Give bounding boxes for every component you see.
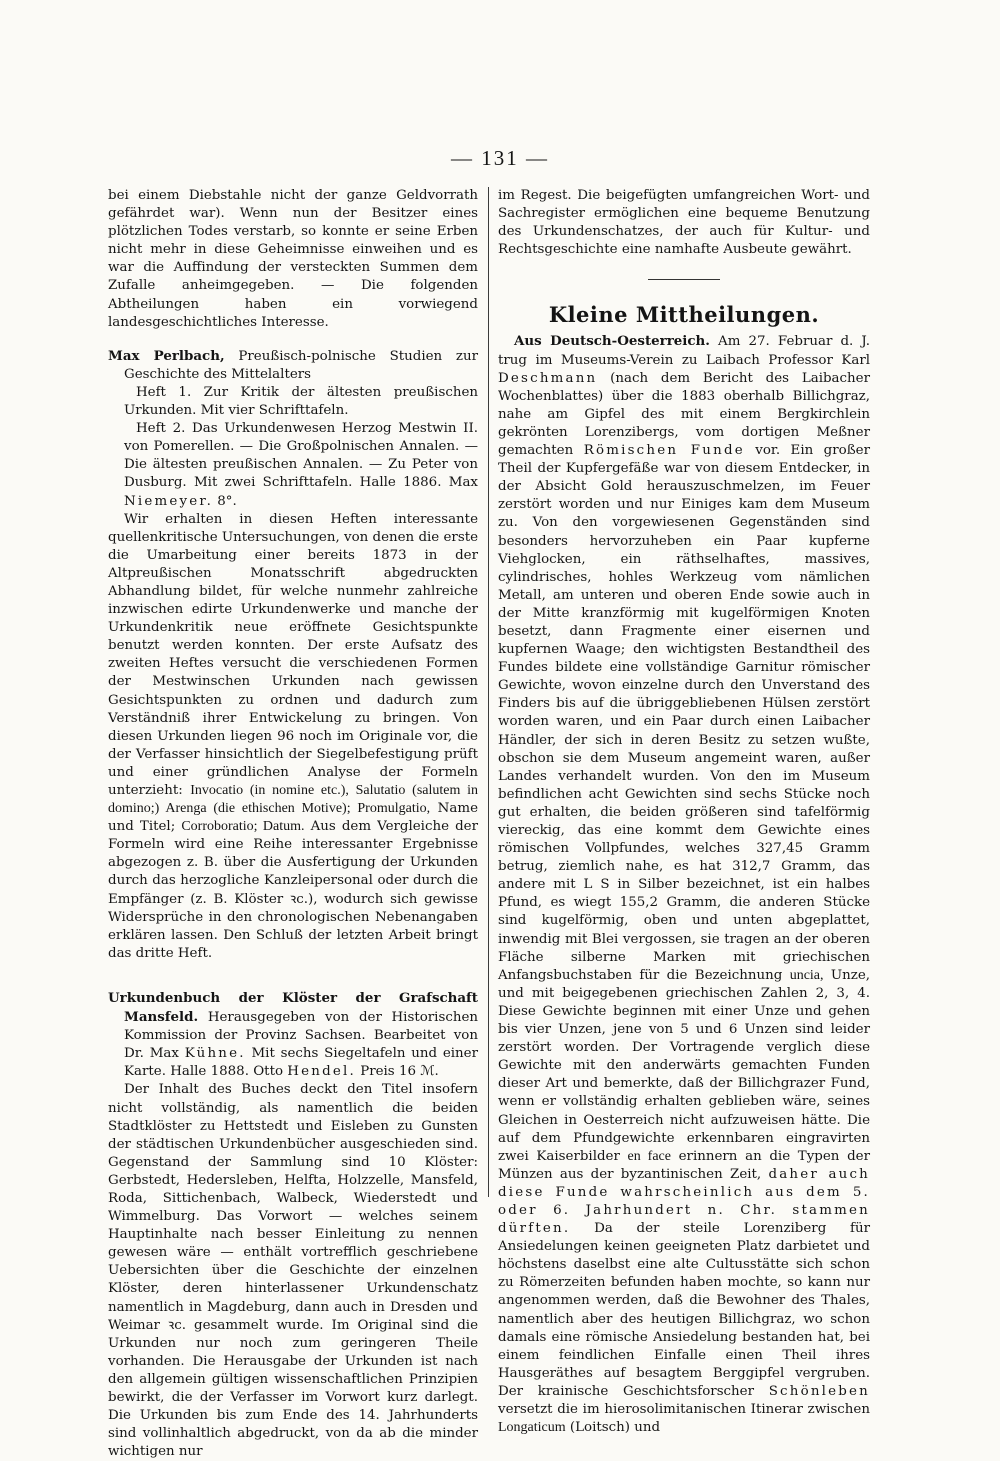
perlbach-heft1: Heft 1. Zur Kritik der ältesten preußischen Urkunden. Mit vier Schrifttafeln. (124, 384, 478, 419)
mansfeld-entry (108, 989, 478, 1461)
perlbach-citation (108, 347, 478, 384)
mansfeld-review: Der Inhalt des Buches deckt den Titel insofern nicht vollständig, als namentlich die beiden Stadtklöster zu Hettstedt und Eisleben zu Gunsten der städtischen Urkundenbücher ausgeschieden sind. Gegenstand der Sammlung sind 10 Klöster: Gerbstedt, Hedersleben, Helfta, Holzzelle, Mansfeld, Roda, Sittichenbach, Walbeck, Wiederstedt und Wimmelburg. Das Vorwort — welches seinem Hauptinhalte nach besser Einleitung zu nennen gewesen wäre — enthält vortrefflich geschriebene Uebersichten über die Geschichte der einzelnen Klöster, deren hinterlassener Urkundenschatz namentlich in Magdeburg, dann auch in Dresden und Weimar ꝛc. gesammelt wurde. Im Original sind die Urkunden nur noch zum geringeren Theile vorhanden. Die Herausgabe der Urkunden ist nach den allgemein gültigen wissenschaftlichen Prinzipien bewirkt, die der Verfasser im Vorwort kurz darlegt. Die Urkunden bis zum Ende des 14. Jahrhunderts sind vollinhaltlich abgedruckt, von da ab die minder wichtigen nur (108, 1082, 478, 1460)
article-text-2: (nach dem Bericht des Laibacher Wochenblattes) über die 1883 oberhalb Billichgraz, nahe am Gipfel des mit einem Bergkirchlein gekrönten Lorenzibergs, vom dortigen Meßner gemachten (498, 370, 870, 459)
article-name-schoenleben: Schönleben (768, 1383, 870, 1399)
mansfeld-editor: Kühne. (184, 1046, 246, 1062)
article-text-5: erinnern an die Typen der Münzen aus der byzantinischen Zeit, (498, 1148, 870, 1182)
page-number: — 131 — (451, 146, 549, 170)
right-column (498, 187, 870, 1437)
perlbach-title: Preußisch-polnische Studien zur Geschichte des Mittelalters (124, 348, 478, 382)
perlbach-heft2-text: Heft 2. Das Urkundenwesen Herzog Mestwin II. von Pomerellen. — Die Großpolnischen Annalen. — Die ältesten preußischen Annalen. — Zu Peter von Dusburg. Mit zwei Schrifttafeln. Halle 1886. Max (124, 421, 478, 491)
perlbach-review-latin: Invocatio (in nomine etc.), Salutatio (salutem in domino;) Arenga (die ethischen Motive); Promulgatio, (108, 783, 478, 817)
article-name-deschmann: Deschmann (498, 370, 598, 386)
article-latin-en-face: en face (627, 1148, 671, 1164)
intro-paragraph: bei einem Diebstahle nicht der ganze Geldvorrath gefährdet war). Wenn nun der Besitzer eines plötzlichen Todes verstarb, so konnte er seine Erben nicht mehr in diese Geheimnisse einweihen und es war die Auffindung der versteckten Summen dem Zufalle anheimgegeben. — Die folgenden Abtheilungen haben ein vorwiegend landesgeschichtliches Interesse. (108, 188, 478, 330)
mansfeld-citation (108, 989, 478, 1081)
mansfeld-title: Urkundenbuch der Klöster der Grafschaft Mansfeld. (108, 989, 478, 1026)
perlbach-heft2 (124, 420, 478, 510)
article-dating-statement: daher auch diese Funde wahrscheinlich aus dem 5. oder 6. Jahrhundert n. Chr. stammen dürften. (498, 1166, 870, 1237)
article-roman-finds: Römischen Funde (583, 443, 745, 459)
perlbach-review-text-c: Aus dem Vergleiche der Formeln wird eine Reihe interessanter Ergebnisse abgezogen z. B. über die Ausfertigung der Urkunden durch das herzogliche Kanzleipersonal oder durch die Empfänger (z. B. Klöster ꝛc.), wodurch sich gewisse Widersprüche in den chronologischen Nebenangaben erklären lassen. Den Schluß der letzten Arbeit bringt das dritte Heft. (108, 819, 478, 961)
article-text-8: (Loitsch) und (565, 1420, 661, 1436)
article-text-4: Unze, und mit beigegebenen griechischen Zahlen 2, 3, 4. Diese Gewichte beginnen mit einer Unze und gehen bis vier Unzen, jene von 5 und 6 Unzen sind leider zerstört worden. Der Vortragende verglich diese Gewichte mit den anderwärts gemachten Funden dieser Art und bemerkte, daß der Billichgrazer Fund, wenn er vollständig erhalten geblieben wäre, seines Gleichen in Oesterreich nicht aufzuweisen hätte. Die auf dem Pfundgewichte erkennbaren eingravirten zwei Kaiserbilder (498, 967, 870, 1164)
article-text-6: Da der steile Lorenziberg für Ansiedelungen keinen geeigneten Platz darbietet und höchstens daselbst eine alte Cultusstätte sich schon zu Römerzeiten befunden haben mochte, so kann nur angenommen werden, daß die Bewohner des Thales, namentlich aber des heutigen Billichgraz, wo schon damals eine römische Ansiedelung bestanden hat, bei einem feindlichen Einfalle einen Theil ihres Hausgeräthes auf besagtem Berggipfel vergruben. Der krainische Geschichtsforscher (498, 1221, 870, 1399)
perlbach-review-latin2: Corroboratio; Datum. (181, 819, 305, 835)
mansfeld-price: Preis 16 ℳ. (355, 1064, 439, 1080)
article-text-3: vor. Ein großer Theil der Kupfergefäße war von diesem Entdecker, in der Absicht Gold herauszuschmelzen, im Feuer zerstört worden und nur Einiges kam dem Museum zu. Von den vorgewiesenen Gegenständen sind besonders hervorzuheben ein Paar kupferne Viehglocken, ein räthselhaftes, massives, cylindrisches, hohles Werkzeug vom nämlichen Metall, am unteren und oberen Ende sowie auch in der Mitte kranzförmig mit kugelförmigen Knoten besetzt, dann Fragmente einer eisernen und kupfernen Waage; den wichtigsten Bestandtheil des Fundes bildete eine vollständige Garnitur römischer Gewichte, wovon einzelne durch den Unverstand des Finders bis auf die übriggebliebenen Hülsen zerstört worden waren, und ein Paar durch einen Laibacher Händler, der sich in deren Besitz zu setzen wußte, obschon sie dem Museum angemeint waren, außer Landes verhandelt wurden. Von den im Museum befindlichen acht Gewichten sind sechs Stücke noch gut erhalten, die beiden größeren sind tafelförmig viereckig, das eine kommt dem Gewichte eines römischen Vollpfundes, welches 327,45 Gramm betrug, ziemlich nahe, es hat 312,7 Gramm, das andere mit L S in Silber bezeichnet, ist ein halbes Pfund, es wiegt 155,2 Gramm, die anderen Stücke sind kugelförmig, oben und unten abgeplattet, inwendig mit Blei vergossen, sie tragen an der oberen Fläche silberne Marken mit griechischen Anfangsbuchstaben für die Bezeichnung (498, 443, 870, 983)
article-text-1: Am 27. Februar d. J. trug im Museums-Verein zu Laibach Professor Karl (498, 334, 871, 368)
perlbach-review-text-a: Wir erhalten in diesen Heften interessante quellenkritische Untersuchungen, von denen die erste die Umarbeitung einer bereits 1873 in der Altpreußischen Monatsschrift abgedruckten Abhandlung bildet, für welche nunmehr zahlreiche inzwischen edirte Urkundenwerke und manche der Urkundenkritik neue eröffnete Gesichtspunkte benutzt werden konnten. Der erste Aufsatz des zweiten Heftes versucht die verschiedenen Formen der Mestwinschen Urkunden nach gewissen Gesichtspunkten zu ordnen und dadurch zum Verständniß ihrer Entwickelung zu bringen. Von diesen Urkunden liegen 96 noch im Originale vor, die der Verfasser hinsichtlich der Siegelbefestigung prüft und einer gründlichen Analyse der Formeln unterzieht: (108, 511, 478, 798)
article-lead: Aus Deutsch-Oesterreich. (514, 333, 710, 350)
perlbach-author: Max Perlbach, (108, 347, 225, 364)
perlbach-review-text-b: Name und Titel; (108, 801, 478, 835)
column-divider (488, 187, 489, 1197)
mansfeld-publisher: Hendel. (287, 1064, 356, 1080)
perlbach-entry (108, 347, 478, 963)
continuation-paragraph: im Regest. Die beigefügten umfangreichen Wort- und Sachregister ermöglichen eine bequeme Benutzung des Urkundenschatzes, der auch für Kultur- und Rechtsgeschichte eine namhafte Ausbeute gewährt. (498, 188, 870, 258)
perlbach-format: 8°. (213, 493, 237, 509)
article-latin-uncia: uncia, (789, 967, 824, 983)
perlbach-publisher: Niemeyer. (124, 493, 214, 509)
article-paragraph (498, 332, 870, 1437)
article-text-7: versetzt die im hierosolimitanischen Itinerar zwischen (498, 1402, 870, 1417)
section-heading: Kleine Mittheilungen. (548, 302, 820, 328)
mansfeld-meta-b: Mit sechs Siegeltafeln und einer Karte. Halle 1888. Otto (124, 1046, 478, 1080)
article-latin-longaticum: Longaticum (498, 1420, 566, 1436)
section-separator (648, 279, 720, 280)
mansfeld-meta-a: Herausgegeben von der Historischen Kommission der Provinz Sachsen. Bearbeitet von Dr. Max (124, 1010, 478, 1062)
perlbach-review (108, 511, 478, 963)
left-column (108, 187, 478, 1461)
perlbach-details (108, 384, 478, 511)
